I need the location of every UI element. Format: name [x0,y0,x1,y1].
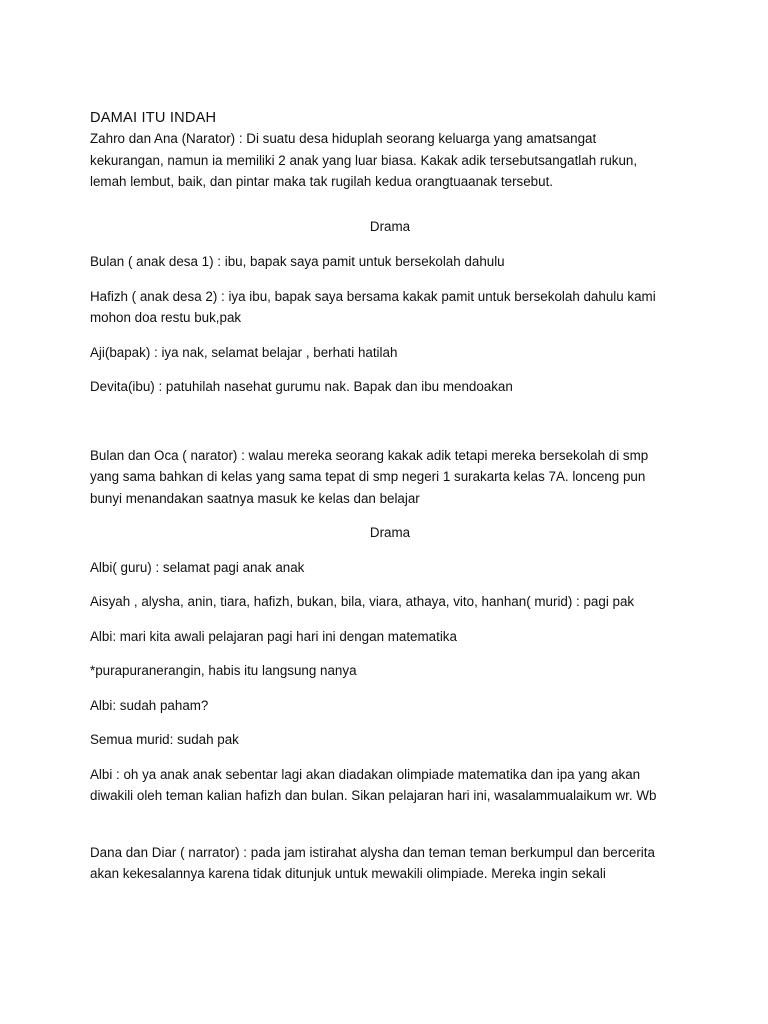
dialog-line [90,764,690,807]
dialog-text: Albi( guru) : selamat pagi anak anak [90,559,305,575]
narration-line: Bulan dan Oca ( narator) : walau mereka seorang kakak adik tetapi mereka bersekolah di smp [90,447,649,463]
narration-paragraph [90,445,690,510]
narration-line: bunyi menandakan saatnya masuk ke kelas dan belajar [90,490,420,506]
dialog-text: Hafizh ( anak desa 2) : iya ibu, bapak saya bersama kakak pamit untuk bersekolah dahulu kami [90,288,656,304]
dialog-text: Bulan ( anak desa 1) : ibu, bapak saya pamit untuk bersekolah dahulu [90,254,505,269]
dialog-text: Albi: sudah paham? [90,697,209,713]
intro-line: lemah lembut, baik, dan pintar maka tak rugilah kedua orangtuaanak tersebut. [90,174,554,189]
narration-line: akan kekesalannya karena tidak ditunjuk untuk mewakili olimpiade. Mereka ingin sekali [90,866,606,881]
narration-paragraph [90,842,690,885]
dialog-text: *purapuranerangin, habis itu langsung nanya [90,663,357,678]
document-title: DAMAI ITU INDAH [90,110,217,126]
drama-heading: Drama [369,218,411,234]
dialog-text: Semua murid: sudah pak [90,732,239,747]
dialog-line [90,729,690,751]
dialog-text: Albi: mari kita awali pelajaran pagi hari ini dengan matematika [90,628,457,644]
drama-heading: Drama [369,525,411,540]
dialog-line [90,626,690,648]
dialog-text: mohon doa restu buk,pak [90,310,242,325]
dialog-line [90,660,690,682]
intro-paragraph [90,128,690,193]
intro-line: Zahro dan Ana (Narator) : Di suatu desa hiduplah seorang keluarga yang amatsangat [90,131,597,146]
dialog-text: Aisyah , alysha, anin, tiara, hafizh, bukan, bila, viara, athaya, vito, hanhan( murid) : pagi pak [90,594,635,609]
dialog-text: diwakili oleh teman kalian hafizh dan bulan. Sikan pelajaran hari ini, wasalammualaikum wr. Wb [90,788,657,803]
dialog-text: Devita(ibu) : patuhilah nasehat gurumu nak. Bapak dan ibu mendoakan [90,379,513,394]
dialog-line [90,251,690,273]
document-content [90,108,690,885]
intro-line: kekurangan, namun ia memiliki 2 anak yang luar biasa. Kakak adik tersebutsangatlah rukun, [90,152,638,168]
narration-line: yang sama bahkan di kelas yang sama tepat di smp negeri 1 surakarta kelas 7A. lonceng pun [90,469,646,484]
dialog-line [90,342,690,364]
dialog-line [90,557,690,579]
narration-line: Dana dan Diar ( narrator) : pada jam istirahat alysha dan teman teman berkumpul dan bercerita [90,844,655,860]
dialog-line [90,591,690,613]
dialog-line [90,376,690,398]
dialog-line [90,286,690,329]
dialog-text: Aji(bapak) : iya nak, selamat belajar , berhati hatilah [90,344,398,360]
dialog-line [90,695,690,717]
dialog-text: Albi : oh ya anak anak sebentar lagi akan diadakan olimpiade matematika dan ipa yang akan [90,766,641,782]
